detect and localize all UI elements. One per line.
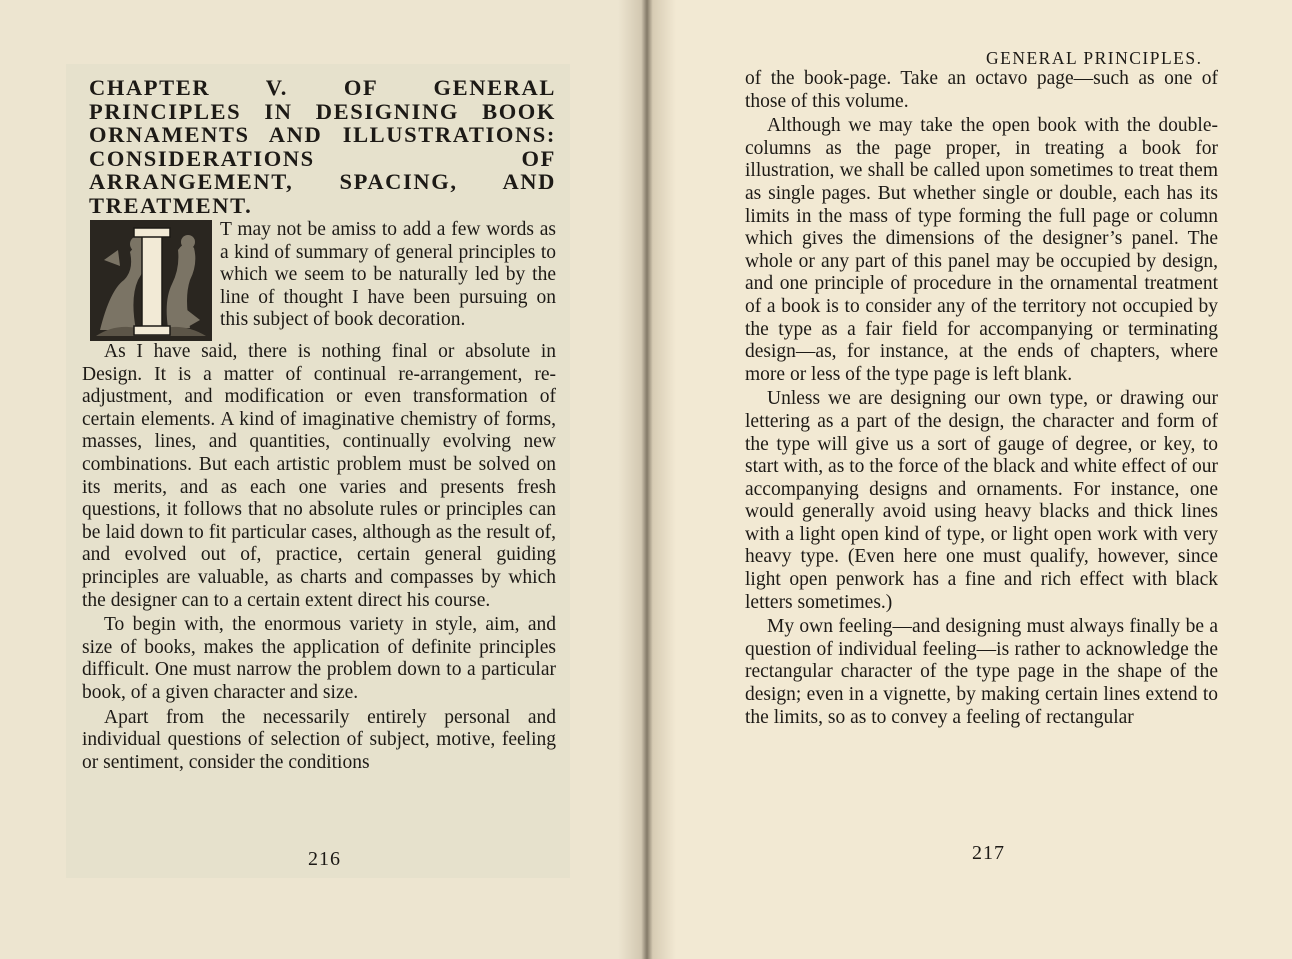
paragraph-7: My own feeling—and designing must always finally be a question of individual feeling—is rather to acknowledge the rectangular character of the type page in the shape of the design; even in a vignette, by making certain lines extend to the limits, so as to convey a feeling of rectangular	[745, 616, 1218, 728]
chapter-title: CHAPTER V. OF GENERAL PRINCIPLES IN DESIGNING BOOK ORNAMENTS AND ILLUSTRATIONS: CONSIDERATIONS OF ARRANGEMENT, SPACING, AND TREATMENT.	[89, 75, 556, 218]
decorated-initial-i-icon	[90, 220, 212, 341]
left-page-number: 216	[308, 848, 341, 870]
left-column	[82, 76, 556, 774]
opening-paragraph-block	[88, 219, 556, 341]
running-head: GENERAL PRINCIPLES.	[986, 48, 1203, 68]
paragraph-4: Apart from the necessarily entirely personal and individual questions of selection of subject, motive, feeling or sentiment, consider the conditions	[82, 706, 556, 773]
paragraph-continued: of the book-page. Take an octavo page—such as one of those of this volume.	[745, 68, 1218, 112]
book-gutter	[618, 0, 676, 959]
paragraph-3: To begin with, the enormous variety in style, aim, and size of books, makes the application of definite principles difficult. One must narrow the problem down to a particular book, of a given character and size.	[82, 614, 556, 703]
paragraph-1: T may not be amiss to add a few words as a kind of summary of general principles to which we seem to be naturally led by the line of thought I have been pursuing on this subject of book decoration.	[220, 219, 556, 331]
right-column	[745, 68, 1218, 729]
paragraph-2: As I have said, there is nothing final or absolute in Design. It is a matter of continual re-arrangement, re-adjustment, and modification or even transformation of certain elements. A kind of imaginative chemistry of forms, masses, lines, and quantities, continually evolving new combinations. But each artistic problem must be solved on its merits, and as each one varies and presents fresh questions, it follows that no absolute rules or principles can be laid down to fit particular cases, although as the result of, and evolved out of, practice, certain general guiding principles are valuable, as charts and compasses by which the designer can to a certain extent direct his course.	[82, 341, 556, 611]
paragraph-6: Unless we are designing our own type, or drawing our lettering as a part of the design, the character and form of the type will give us a sort of gauge of degree, or key, to start with, as to the force of the black and white effect of our accompanying designs and ornaments. For instance, one would generally avoid using heavy blacks and thick lines with a light open kind of type, or light open work with very heavy type. (Even here one must qualify, however, since light open penwork has a fine and rich effect with black letters sometimes.)	[745, 388, 1218, 613]
paragraph-5: Although we may take the open book with the double-columns as the page proper, in treating a book for illustration, we shall be called upon sometimes to treat them as single pages. But whether single or double, each has its limits in the mass of type forming the full page or column which gives the dimensions of the designer’s panel. The whole or any part of this panel may be occupied by design, and one principle of procedure in the ornamental treatment of a book is to consider any of the territory not occupied by the type as a fair field for accompanying or terminating design—as, for instance, at the ends of chapters, where more or less of the type page is left blank.	[745, 115, 1218, 385]
right-page-number: 217	[972, 842, 1005, 864]
